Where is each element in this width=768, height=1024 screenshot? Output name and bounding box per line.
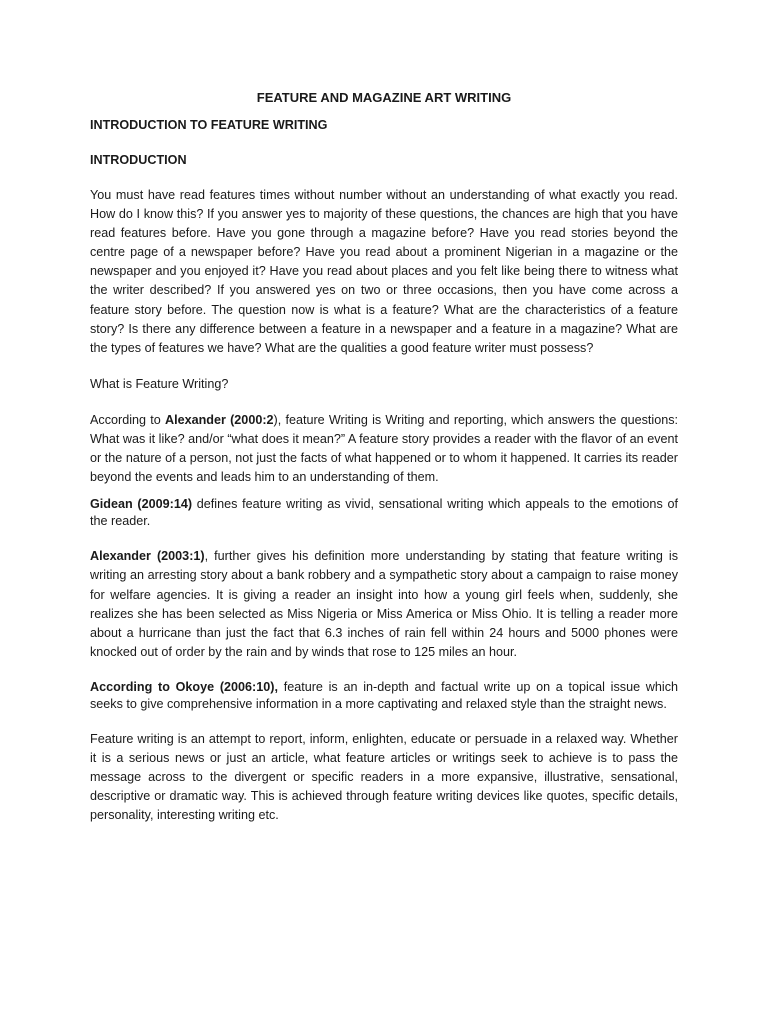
- paragraph-alexander-2000: [90, 411, 678, 487]
- paragraph-gidean-2009: [90, 496, 678, 530]
- paragraph-alexander-2003: [90, 547, 678, 662]
- document-subtitle: INTRODUCTION TO FEATURE WRITING: [90, 118, 328, 132]
- gidean-2009-citation: Gidean (2009:14): [90, 497, 193, 512]
- gidean-2009-text: defines feature writing as vivid, sensational writing which appeals to the emotions of the reader.: [90, 497, 678, 529]
- document-title: FEATURE AND MAGAZINE ART WRITING: [256, 90, 512, 105]
- section-heading-introduction: INTRODUCTION: [90, 153, 187, 167]
- alexander-2000-citation: Alexander (2000:2: [164, 412, 274, 427]
- alexander-2000-lead: According to: [90, 412, 165, 427]
- intro-paragraph: You must have read features times without number without an understanding of what exactly you read. How do I know this? If you answer yes to majority of these questions, the chances are high that you have read features before. Have you gone through a magazine before? Have you read stories beyond the centre page of a newspaper before? Have you read about a prominent Nigerian in a magazine or the newspaper and you enjoyed it? Have you read about places and you felt like being there to witness what the writer described? If you answered yes on two or three occasions, then you have come across a feature story before. The question now is what is a feature? What are the characteristics of a feature story? Is there any difference between a feature in a newspaper and a feature in a magazine? What are the types of features we have? What are the qualities a good feature writer must possess?: [90, 188, 678, 355]
- document-body: [90, 88, 678, 842]
- okoye-2006-text: feature is an in-depth and factual write up on a topical issue which seeks to give comprehensive information in a more captivating and relaxed style than the straight news.: [90, 679, 679, 711]
- closing-paragraph: Feature writing is an attempt to report, inform, enlighten, educate or persuade in a relaxed way. Whether it is a serious news or just an article, what feature articles or writings seek to achieve is to pass the message across to the divergent or specific readers in a more expansive, illustrative, sensational, descriptive or dramatic way. This is achieved through feature writing devices like quotes, specific details, personality, interesting writing etc.: [90, 731, 678, 823]
- paragraph-okoye-2006: [90, 679, 678, 713]
- alexander-2000-text: ), feature Writing is Writing and reporting, which answers the questions: What was it like? and/or “what does it mean?” A feature story provides a reader with the flavor of an event or the nature of a person, not just the facts of what happened or to whom it happened. It carries its reader beyond the events and leads him to an understanding of them.: [90, 412, 678, 485]
- okoye-2006-citation: According to Okoye (2006:10),: [90, 679, 278, 694]
- alexander-2003-citation: Alexander (2003:1): [90, 549, 205, 564]
- question-what-is-feature-writing: What is Feature Writing?: [90, 376, 229, 391]
- alexander-2003-text: , further gives his definition more understanding by stating that feature writing is writing an arresting story about a bank robbery and a sympathetic story about a campaign to raise money for welfare agencies. It is giving a reader an insight into how a young girl feels when, suddenly, she realizes she has been selected as Miss Nigeria or Miss America or Miss Ohio. It is telling a reader more about a hurricane than just the fact that 6.3 inches of rain fell within 24 hours and 5000 phones were knocked out of order by the rain and by winds that rose to 125 miles an hour.: [90, 549, 679, 659]
